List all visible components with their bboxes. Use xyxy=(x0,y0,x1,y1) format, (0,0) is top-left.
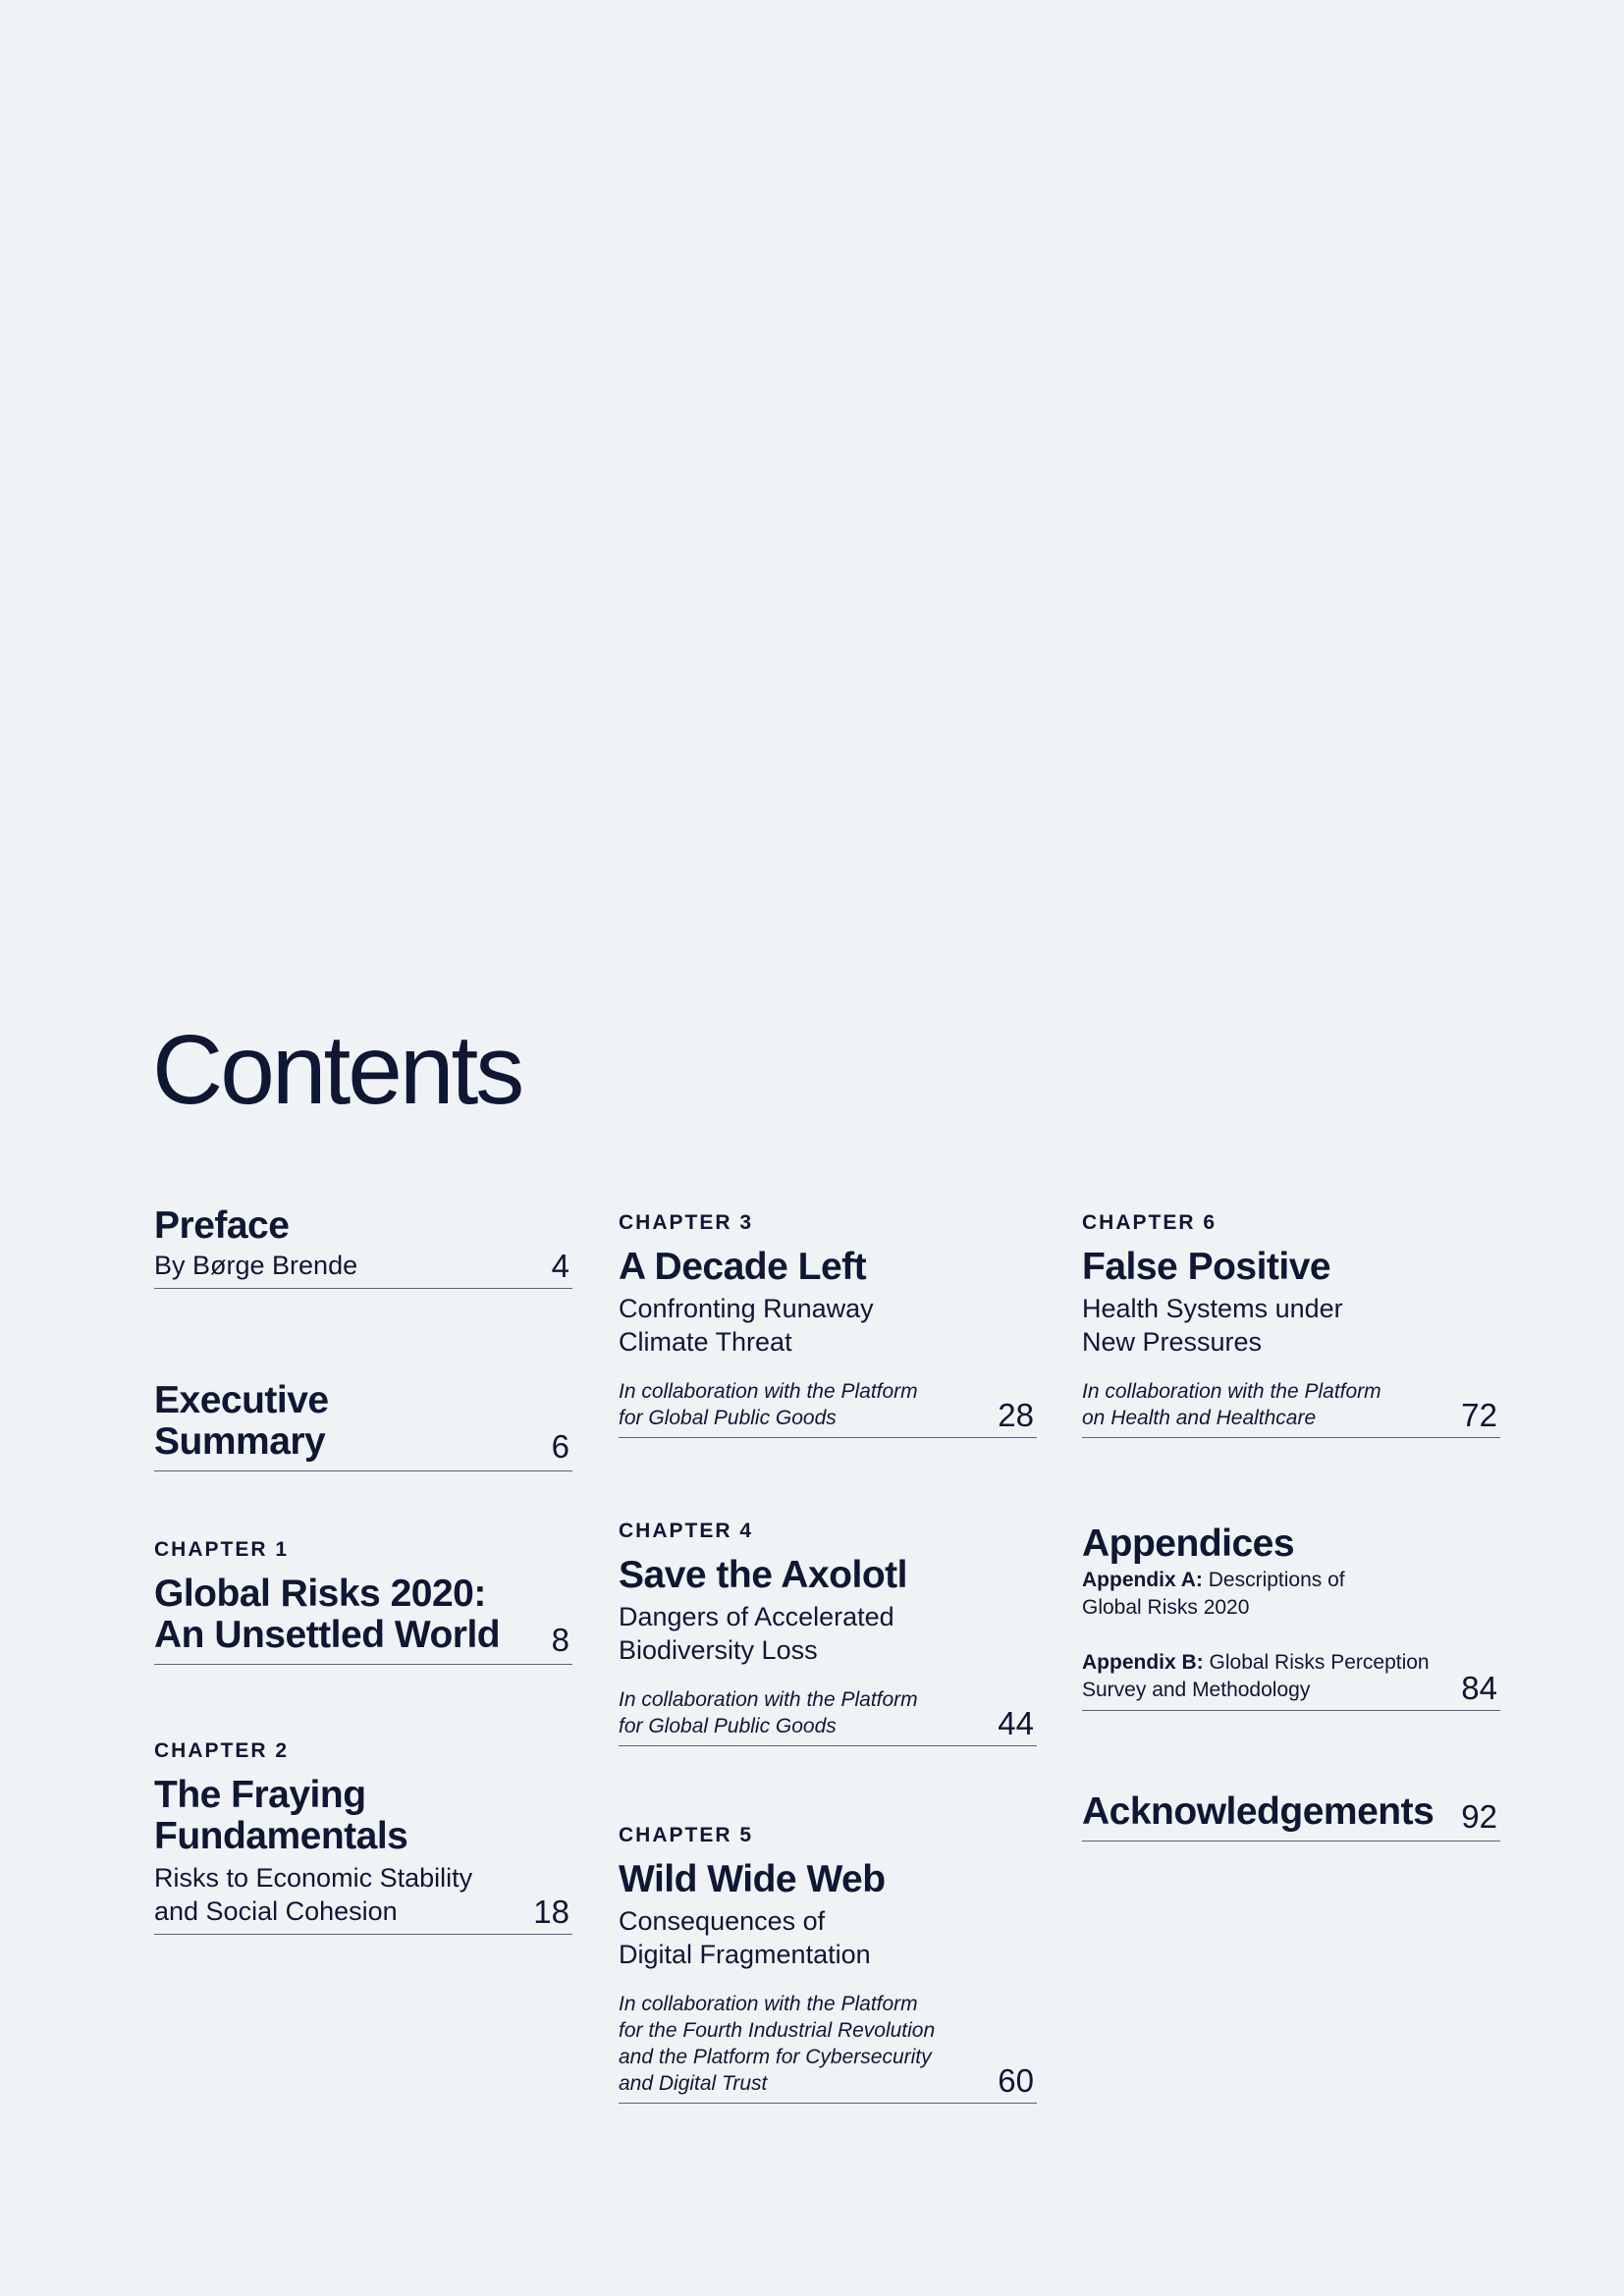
toc-entry-chapter-1[interactable] xyxy=(154,1537,572,1665)
chapter-3-page-number: 28 xyxy=(998,1397,1034,1434)
appendix-a-text-line2: Global Risks 2020 xyxy=(1082,1596,1250,1619)
executive-page-number: 6 xyxy=(551,1428,569,1465)
chapter-4-subtitle-line1: Dangers of Accelerated xyxy=(619,1602,894,1632)
chapter-1-title-line2: An Unsettled World xyxy=(154,1614,501,1657)
chapter-6-subtitle-line2: New Pressures xyxy=(1082,1327,1263,1358)
chapter-6-page-number: 72 xyxy=(1461,1397,1497,1434)
appendix-a-label: Appendix A: xyxy=(1082,1569,1203,1591)
appendix-a-text-line1: Descriptions of xyxy=(1208,1569,1345,1591)
chapter-5-collab-line1: In collaboration with the Platform xyxy=(619,1993,918,2016)
appendices-title: Appendices xyxy=(1082,1522,1295,1565)
chapter-6-subtitle-line1: Health Systems under xyxy=(1082,1294,1343,1324)
chapter-1-page-number: 8 xyxy=(551,1622,569,1659)
chapter-5-title: Wild Wide Web xyxy=(619,1858,886,1901)
appendices-page-number: 84 xyxy=(1461,1670,1497,1706)
chapter-2-label: CHAPTER 2 xyxy=(154,1739,290,1762)
chapter-4-page-number: 44 xyxy=(998,1705,1034,1742)
chapter-3-label: CHAPTER 3 xyxy=(619,1211,754,1234)
chapter-5-collab-line4: and Digital Trust xyxy=(619,2072,768,2096)
chapter-3-collab-line1: In collaboration with the Platform xyxy=(619,1380,918,1404)
page-title: Contents xyxy=(152,1015,522,1125)
executive-title-line1: Executive xyxy=(154,1379,329,1421)
preface-subtitle: By Børge Brende xyxy=(154,1251,358,1280)
acknowledgements-title: Acknowledgements xyxy=(1082,1790,1435,1833)
chapter-6-label: CHAPTER 6 xyxy=(1082,1211,1218,1234)
chapter-5-page-number: 60 xyxy=(998,2062,1034,2100)
toc-entry-appendices[interactable] xyxy=(1082,1523,1500,1711)
preface-page-number: 4 xyxy=(551,1248,569,1284)
chapter-1-label: CHAPTER 1 xyxy=(154,1538,290,1561)
toc-entry-chapter-5[interactable] xyxy=(619,1823,1037,2104)
acknowledgements-page-number: 92 xyxy=(1461,1798,1497,1835)
chapter-2-page-number: 18 xyxy=(533,1894,569,1931)
appendix-b-text-line1: Global Risks Perception xyxy=(1209,1651,1430,1674)
preface-title: Preface xyxy=(154,1204,290,1247)
chapter-4-collab-line1: In collaboration with the Platform xyxy=(619,1688,918,1712)
chapter-2-title-line2: Fundamentals xyxy=(154,1815,408,1858)
appendix-b[interactable] xyxy=(1082,1649,1449,1704)
chapter-3-title: A Decade Left xyxy=(619,1246,867,1289)
toc-entry-acknowledgements[interactable] xyxy=(1082,1791,1500,1842)
chapter-5-collab-line3: and the Platform for Cybersecurity xyxy=(619,2046,932,2069)
chapter-5-label: CHAPTER 5 xyxy=(619,1824,754,1846)
chapter-4-label: CHAPTER 4 xyxy=(619,1520,754,1542)
toc-entry-chapter-3[interactable] xyxy=(619,1210,1037,1438)
chapter-5-subtitle-line2: Digital Fragmentation xyxy=(619,1940,871,1970)
chapter-2-subtitle-line2: and Social Cohesion xyxy=(154,1896,398,1927)
chapter-1-title-line1: Global Risks 2020: xyxy=(154,1573,486,1616)
appendix-b-text-line2: Survey and Methodology xyxy=(1082,1679,1311,1701)
chapter-6-collab-line2: on Health and Healthcare xyxy=(1082,1407,1317,1430)
chapter-3-subtitle-line2: Climate Threat xyxy=(619,1327,792,1358)
chapter-6-collab-line1: In collaboration with the Platform xyxy=(1082,1380,1381,1404)
chapter-4-collab-line2: for Global Public Goods xyxy=(619,1715,837,1738)
chapter-2-title-line1: The Fraying xyxy=(154,1774,366,1817)
chapter-5-collab-line2: for the Fourth Industrial Revolution xyxy=(619,2019,936,2043)
chapter-2-subtitle-line1: Risks to Economic Stability xyxy=(154,1863,473,1894)
chapter-3-collab-line2: for Global Public Goods xyxy=(619,1407,837,1430)
chapter-4-subtitle-line2: Biodiversity Loss xyxy=(619,1635,818,1666)
executive-title-line2: Summary xyxy=(154,1420,326,1463)
toc-entry-chapter-6[interactable] xyxy=(1082,1210,1500,1438)
appendix-a[interactable] xyxy=(1082,1567,1500,1622)
appendix-b-label: Appendix B: xyxy=(1082,1651,1204,1674)
chapter-4-title: Save the Axolotl xyxy=(619,1554,907,1597)
chapter-6-title: False Positive xyxy=(1082,1246,1331,1289)
chapter-3-subtitle-line1: Confronting Runaway xyxy=(619,1294,874,1324)
chapter-5-subtitle-line1: Consequences of xyxy=(619,1906,826,1937)
toc-entry-executive-summary[interactable] xyxy=(154,1380,572,1471)
toc-entry-chapter-2[interactable] xyxy=(154,1738,572,1935)
toc-entry-preface[interactable] xyxy=(154,1205,572,1289)
toc-entry-chapter-4[interactable] xyxy=(619,1519,1037,1746)
